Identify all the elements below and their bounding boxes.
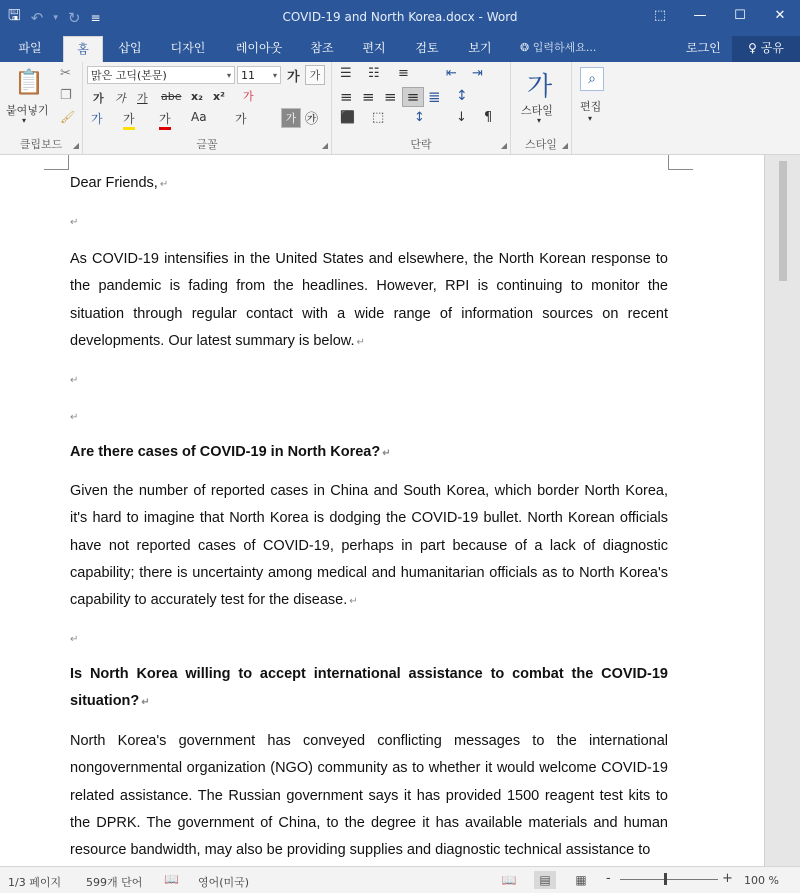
paragraph-text: North Korea's government has conveyed conflicting messages to the international nongovernmental organization (NGO) community as to whether it would welcome COVID-19 related assistance. The Russian government says it has provided 1500 reagent test kits to the DPRK. The government of China, to the degree it has available materials and human resource bandwidth, may also be providing supplies and diagnostic technical assistance to [70, 733, 668, 859]
shrink-font-button[interactable]: 가 [305, 65, 325, 85]
zoom-in-button[interactable]: + [722, 871, 733, 886]
window-title: COVID-19 and North Korea.docx - Word [282, 10, 518, 24]
multilevel-list-button[interactable]: ≡ [398, 66, 409, 81]
person-icon: ♀ [748, 41, 757, 55]
tab-design[interactable]: 디자인 [170, 41, 206, 55]
styles-group-label: 스타일 [525, 138, 557, 151]
heading-text: Are there cases of COVID-19 in North Korea? [70, 444, 381, 460]
shading-button[interactable]: ⬛ [340, 110, 355, 124]
styles-gallery-icon[interactable]: 가 [527, 72, 553, 102]
chevron-down-icon: ▾ [226, 71, 231, 80]
read-mode-icon[interactable]: 📖 [501, 873, 517, 887]
change-case-button[interactable]: Aa [191, 110, 207, 124]
paragraph-mark-icon: ↵ [349, 596, 358, 608]
justify-button[interactable]: ≡ [402, 87, 424, 107]
borders-button[interactable]: ⬚ [372, 110, 385, 125]
clipboard-group-label: 클립보드 [19, 138, 63, 151]
section-heading [70, 661, 668, 717]
status-bar [0, 866, 800, 893]
editing-button-label[interactable]: 편집 [580, 100, 602, 113]
empty-paragraph-mark-icon: ↵ [70, 217, 79, 228]
vertical-scrollbar[interactable] [764, 155, 800, 866]
paragraph-mark-icon: ↵ [382, 448, 391, 459]
share-button[interactable] [732, 36, 800, 62]
chevron-down-icon: ▾ [272, 71, 277, 80]
proofing-icon[interactable]: 📖 [164, 872, 179, 886]
section-heading [70, 444, 668, 460]
redo-icon[interactable]: ↻ [67, 8, 81, 27]
page-count[interactable]: 1/3 페이지 [8, 876, 62, 889]
show-marks-button[interactable]: ¶ [484, 110, 493, 125]
minimize-button[interactable]: — [693, 7, 707, 23]
paragraph-text: Given the number of reported cases in China and South Korea, which border North Korea, it's hard to imagine that North Korea is dodging the COVID-19 bullet. North Korean officials have not reported cases of COVID-19, perhaps in part because of a lack of diagnostic capability; there is uncertainty among medical and humanitarian officials as to North Korea's capability to accurately test for the disease. [70, 483, 668, 609]
asian-layout-button[interactable]: ↕ [414, 110, 425, 125]
language-indicator[interactable]: 영어(미국) [198, 876, 250, 889]
paste-dropdown-icon[interactable]: ▾ [22, 116, 27, 125]
font-group [83, 62, 332, 154]
find-icon[interactable]: ⌕ [580, 67, 604, 91]
editing-group [572, 62, 612, 154]
paragraph-text: As COVID-19 intensifies in the United States and elsewhere, the North Korean response to the pandemic is fading from the headlines. However, RPI is continuing to monitor the situation through regular contact with a wide range of information sources on recent developments. Our latest summary is below. [70, 251, 668, 349]
styles-button-label[interactable]: 스타일 [521, 104, 553, 117]
maximize-button[interactable]: ☐ [734, 7, 746, 23]
empty-paragraph-mark-icon: ↵ [70, 634, 79, 645]
body-paragraph [70, 728, 668, 864]
undo-icon[interactable]: ↶ [30, 8, 44, 27]
copy-icon[interactable]: ❐ [60, 88, 72, 103]
center-button[interactable]: ≡ [362, 88, 375, 106]
heading-text: Is North Korea willing to accept international assistance to combat the COVID-19 situation? [70, 666, 668, 710]
strikethrough-button[interactable]: abe [161, 90, 182, 103]
tab-mailings[interactable]: 편지 [362, 41, 386, 55]
styles-launcher-icon[interactable]: ◢ [561, 141, 568, 150]
paste-icon[interactable]: 📋 [14, 68, 44, 96]
customize-qat-icon[interactable]: ≡ [90, 10, 101, 25]
greeting-text: Dear Friends, [70, 175, 158, 191]
font-size-select[interactable] [237, 66, 281, 84]
share-label: 공유 [760, 41, 784, 55]
tab-view[interactable]: 보기 [468, 41, 492, 55]
align-left-button[interactable]: ≡ [340, 88, 353, 106]
subscript-button[interactable]: x₂ [191, 90, 203, 103]
cut-icon[interactable]: ✂ [60, 66, 71, 81]
align-right-button[interactable]: ≡ [384, 88, 397, 106]
clipboard-launcher-icon[interactable]: ◢ [72, 141, 79, 150]
zoom-slider-knob[interactable] [664, 873, 667, 885]
zoom-level[interactable]: 100 % [744, 874, 779, 887]
paragraph-launcher-icon[interactable]: ◢ [500, 141, 507, 150]
paragraph-mark-icon: ↵ [159, 179, 169, 190]
character-shading-button[interactable]: 가 [281, 108, 301, 128]
decrease-indent-button[interactable]: ⇤ [446, 66, 457, 81]
phonetic-guide-button[interactable]: 가 [235, 112, 247, 126]
numbering-button[interactable]: ☷ [368, 66, 380, 81]
paragraph-group-label: 단락 [410, 138, 432, 151]
bullets-button[interactable]: ☰ [340, 66, 352, 81]
body-paragraph [70, 246, 668, 356]
sort-button[interactable]: ↓ [456, 110, 467, 125]
font-name-select[interactable] [87, 66, 235, 84]
paragraph-group [332, 62, 511, 154]
margin-corner-mark [44, 155, 69, 170]
styles-dropdown-icon[interactable]: ▾ [537, 116, 542, 125]
clear-formatting-button[interactable]: 가 [243, 90, 254, 103]
tab-review[interactable]: 검토 [415, 41, 439, 55]
tab-layout[interactable]: 레이아웃 [235, 41, 283, 55]
undo-dropdown-icon[interactable]: ▾ [53, 12, 58, 23]
ribbon-tabs [0, 36, 800, 62]
ribbon-display-options-icon[interactable]: ⬚ [653, 7, 667, 23]
highlight-button[interactable]: 가 [123, 110, 135, 130]
styles-group [511, 62, 572, 154]
title-bar [0, 0, 800, 36]
margin-corner-mark [668, 155, 693, 170]
font-color-button[interactable]: 가 [159, 110, 171, 130]
tab-insert[interactable]: 삽입 [118, 41, 142, 55]
paste-label[interactable]: 붙여넣기 [6, 104, 49, 117]
line-spacing-button[interactable]: ↕ [456, 88, 468, 104]
empty-paragraph-mark-icon: ↵ [70, 412, 79, 423]
grow-font-button[interactable]: 가 [287, 70, 300, 85]
font-group-label: 글꼴 [196, 138, 218, 151]
clipboard-group [0, 62, 83, 154]
document-page[interactable] [0, 155, 764, 866]
tab-home[interactable]: 홈 [63, 36, 103, 63]
superscript-button[interactable]: x² [213, 90, 225, 103]
font-size-value: 11 [241, 69, 255, 82]
lightbulb-icon: ❂ [520, 41, 530, 54]
bold-button[interactable]: 가 [93, 92, 104, 105]
close-button[interactable]: ✕ [774, 7, 786, 23]
underline-button[interactable]: 가 [137, 92, 148, 105]
distributed-button[interactable]: ≣ [428, 88, 441, 106]
empty-paragraph-mark-icon: ↵ [70, 375, 79, 386]
zoom-slider[interactable] [620, 879, 718, 880]
format-painter-icon[interactable]: 🖌 [60, 110, 76, 124]
document-area [0, 155, 800, 866]
window-controls [640, 0, 800, 30]
font-launcher-icon[interactable]: ◢ [321, 141, 328, 150]
tab-file[interactable]: 파일 [18, 41, 42, 55]
greeting-line [70, 175, 668, 191]
text-effects-button[interactable]: 가 [91, 112, 103, 126]
paragraph-mark-icon: ↵ [141, 697, 150, 709]
tab-references[interactable]: 참조 [310, 41, 334, 55]
italic-button[interactable]: 가 [115, 92, 126, 105]
paragraph-mark-icon: ↵ [356, 336, 365, 348]
ribbon [0, 62, 800, 155]
save-icon[interactable]: 🖫 [8, 6, 21, 24]
increase-indent-button[interactable]: ⇥ [472, 66, 483, 81]
web-layout-icon[interactable]: ▦ [575, 873, 587, 887]
sign-in-button[interactable]: 로그인 [686, 41, 721, 55]
zoom-out-button[interactable]: - [606, 871, 611, 886]
font-name-value: 맑은 고딕(본문) [91, 69, 167, 82]
tell-me-placeholder: 입력하세요... [532, 41, 597, 54]
editing-dropdown-icon[interactable]: ▾ [588, 114, 593, 123]
scrollbar-thumb[interactable] [779, 161, 787, 281]
enclose-characters-button[interactable]: ㉮ [305, 112, 319, 127]
body-paragraph [70, 478, 668, 615]
word-count[interactable]: 599개 단어 [86, 876, 143, 889]
print-layout-icon[interactable]: ▤ [534, 871, 556, 889]
tell-me-box[interactable] [520, 36, 596, 62]
